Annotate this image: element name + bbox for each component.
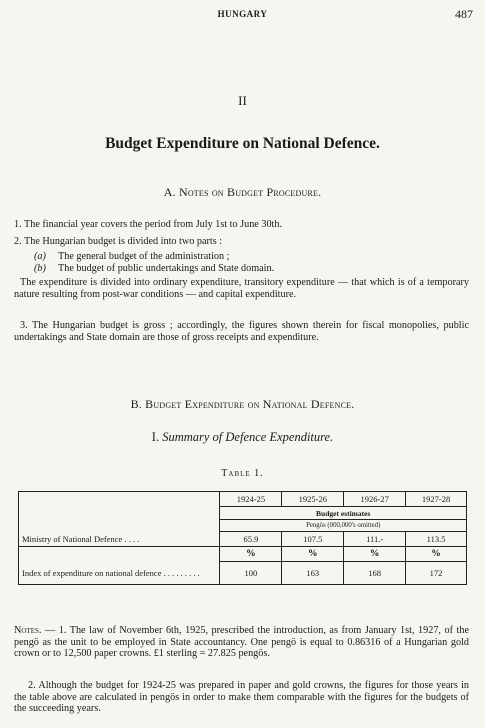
row-label: Ministry of National Defence . . . .: [19, 532, 220, 547]
table-caption: Table 1.: [221, 468, 264, 479]
subsection-title: Summary of Defence Expenditure.: [162, 430, 334, 444]
year-header: 1925-26: [282, 492, 344, 507]
subsection-heading: [0, 430, 485, 445]
percent-header: %: [282, 547, 344, 562]
note-1: [14, 625, 469, 660]
table-row: [19, 532, 467, 547]
year-header: 1926-27: [344, 492, 406, 507]
year-header: 1924-25: [220, 492, 282, 507]
sub-item-a-label: (a): [34, 251, 46, 262]
sub-item-b-label: (b): [34, 263, 46, 274]
sub-item-b: [34, 263, 274, 274]
table-cell: 65.9: [220, 532, 282, 547]
paragraph-1: 1. The financial year covers the period from July 1st to June 30th.: [14, 219, 283, 230]
subsection-number: I.: [151, 430, 160, 444]
table-row: [19, 562, 467, 585]
paragraph-2-continued: The expenditure is divided into ordinary expenditure, transitory expenditure — that which is of a temporary nature resulting from post-war conditions — and capital expenditure.: [14, 277, 469, 300]
page-number: 487: [455, 7, 473, 21]
notes-lead: Notes.: [14, 625, 42, 636]
part-a-heading: A. Notes on Budget Procedure.: [163, 185, 322, 199]
section-number: II: [238, 93, 247, 108]
paragraph-2: 2. The Hungarian budget is divided into two parts :: [14, 236, 223, 247]
table-cell: 107.5: [282, 532, 344, 547]
percent-header: %: [220, 547, 282, 562]
table-cell: 113.5: [406, 532, 467, 547]
year-header: 1927-28: [406, 492, 467, 507]
table-cell: 163: [282, 562, 344, 585]
unit-label: Pengös (000,000's omitted): [220, 520, 467, 532]
note-1-text: — 1. The law of November 6th, 1925, prescribed the introduction, as from January 1st, 1927, of the pengö as the unit to be employed in State accountancy. One pengö is equal to 0.86316 of a Hungarian gold crown or to 12,500 paper crowns. £1 sterling = 27.825 pengös.: [14, 625, 469, 659]
table-cell: 168: [344, 562, 406, 585]
row-label: Index of expenditure on national defence . . . . . . . . .: [19, 562, 220, 585]
table-unit-row: [19, 520, 467, 532]
budget-estimates-label: Budget estimates: [220, 507, 467, 520]
page-title: Budget Expenditure on National Defence.: [105, 135, 380, 152]
running-head: HUNGARY: [217, 9, 268, 19]
part-b-heading: B. Budget Expenditure on National Defence.: [130, 397, 355, 411]
paragraph-3: 3. The Hungarian budget is gross ; accordingly, the figures shown therein for fiscal monopolies, public undertakings and State domain are those of gross receipts and expenditure.: [14, 320, 469, 343]
table-cell: 172: [406, 562, 467, 585]
sub-item-a: [34, 251, 229, 262]
percent-header: %: [406, 547, 467, 562]
percent-header: %: [344, 547, 406, 562]
table-cell: 111.-: [344, 532, 406, 547]
note-2: 2. Although the budget for 1924-25 was prepared in paper and gold crowns, the figures for those years in the table above are calculated in pengös in order to make them comparable with the figures for the budgets of the succeeding years.: [14, 680, 469, 714]
sub-item-b-text: The budget of public undertakings and State domain.: [58, 263, 275, 274]
table-estimates-row: [19, 507, 467, 520]
budget-table: [18, 491, 467, 585]
table-percent-row: [19, 547, 467, 562]
table-header-row: [19, 492, 467, 507]
sub-item-a-text: The general budget of the administration ;: [58, 251, 230, 262]
table-cell: 100: [220, 562, 282, 585]
